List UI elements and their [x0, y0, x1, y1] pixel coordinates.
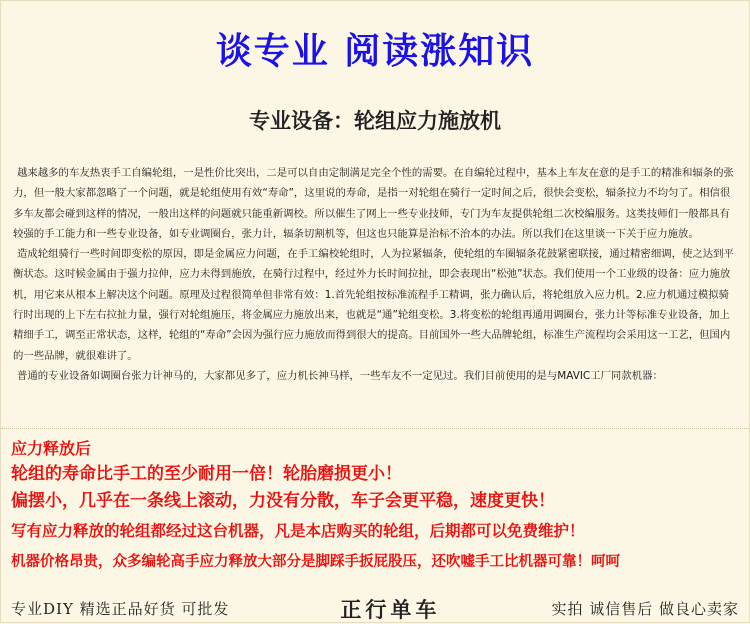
banner-title: 谈专业 阅读涨知识: [215, 31, 535, 72]
footer-slogan-left: 专业DIY 精选正品好货 可批发: [11, 600, 230, 618]
highlight-heading: 应力释放后: [11, 439, 92, 458]
article-paragraph: 越来越多的车友热衷手工自编轮组，一是性价比突出，二是可以自由定制满足完全个性的需要。在自编轮过程中，基本上车友在意的是手工的精准和辐条的张力，但一般大家都忽略了一个问题，就是轮组使用有效“寿命”，这里说的寿命，是指一对轮组在骑行一定时间之后，很快会变松，辐条拉力不均匀了。相信很多车友都会碰到这样的情况，一般出这样的问题就只能重新调校。所以催生了网上一些专业技师，专门为车友提供轮组二次校编服务。这类技师们一般都具有较强的手工能力和一些专业设备，如专业调圈台，张力计，辐条切割机等，但这也只能算是治标不治本的办法。所以我们在这里谈一下关于应力施放。: [13, 167, 734, 240]
highlight-item: 偏摆小，几乎在一条线上滚动，力没有分散，车子会更平稳，速度更快！: [11, 491, 555, 511]
footer-slogan-right: 实拍 诚信售后 做良心卖家: [551, 600, 739, 618]
article-paragraph: 普通的专业设备如调圈台张力计神马的，大家都见多了，应力机长神马样，一些车友不一定见过。我们目前使用的是与MAVIC工厂同款机器：: [17, 369, 663, 382]
article-body: [13, 163, 739, 386]
highlight-item: 写有应力释放的轮组都经过这台机器，凡是本店购买的轮组，后期都可以免费维护！: [11, 522, 585, 540]
highlight-item: 机器价格昂贵，众多编轮高手应力释放大部分是脚踩手扳屁股压，还吹嘘手工比机器可靠！呵呵: [11, 554, 620, 570]
footer-bar: [1, 593, 749, 624]
article-paragraph: 造成轮组骑行一些时间即变松的原因，即是金属应力问题，在手工编校轮组时，人为拉紧辐条，使轮组的车圈辐条花鼓紧密联接，通过精密细调，使之达到平衡状态。这时候金属由于强力拉伸，应力未得到施放，在骑行过程中，经过外力长时间拉扯，即会表现出“松弛”状态。我们使用一个工业级的设备：应力施放机，用它来从根本上解决这个问题。原理及过程很简单但非常有效：1.首先轮组按标准流程手工精调，张力确认后，将轮组放入应力机。2.应力机通过模拟骑行时出现的上下左右拉扯力量，强行对轮组施压，将金属应力施放出来，也就是“通”轮组变松。3.将变松的轮组再通用调圈台，张力计等标准专业设备，加上精细手工，调至正常状态，这样，轮组的“寿命”会因为强行应力施放而得到很大的提高。目前国外一些大品牌轮组，标准生产流程均会采用这一工艺，但国内的一些品牌，就很难讲了。: [13, 248, 734, 362]
article-title: 专业设备：轮组应力施放机: [249, 109, 501, 133]
highlight-list: [11, 437, 745, 577]
shop-name: 正行单车: [340, 596, 441, 622]
highlight-item: 轮组的寿命比手工的至少耐用一倍！轮胎磨损更小！: [11, 464, 402, 484]
divider: [1, 428, 749, 429]
